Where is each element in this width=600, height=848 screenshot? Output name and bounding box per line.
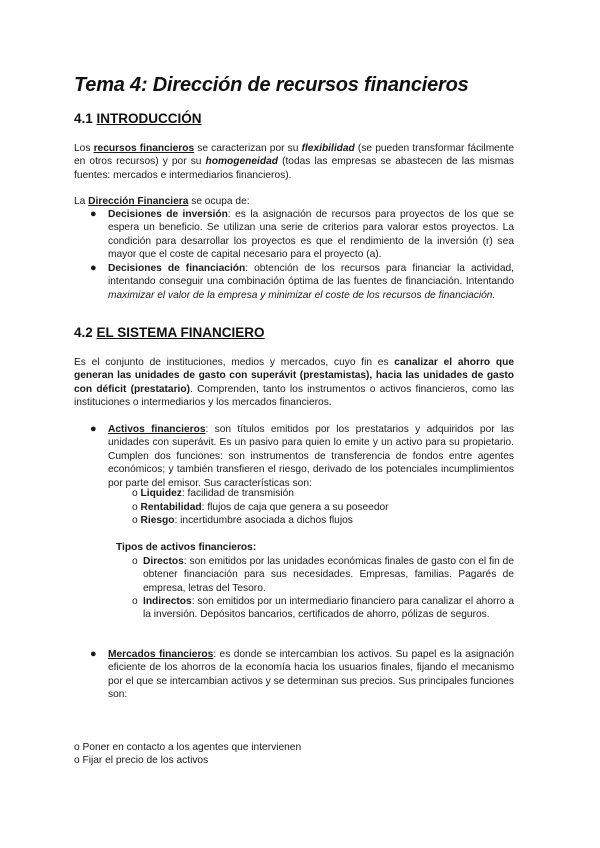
caracteristica-riesgo: o Riesgo: incertidumbre asociada a dichos flujos	[132, 515, 353, 526]
bullet-icon: ●	[90, 208, 97, 220]
sistema-financiero-paragraph: Es el conjunto de instituciones, medios y mercados, cuyo fin es canalizar el ahorro que generan las unidades de gasto con superávit (prestamistas), hacia las unidades de gasto con déficit (prestatario). Comprenden, tanto los instrumentos o activos financieros, como las instituciones o intermediarios y los mercados financieros.	[74, 357, 515, 409]
page-title: Tema 4: Dirección de recursos financieros	[74, 74, 469, 96]
sub-bullet-icon: o	[132, 556, 138, 567]
sub-bullet-icon: o	[132, 596, 138, 607]
tipos-activos-heading: Tipos de activos financieros:	[116, 542, 257, 553]
direccion-financiera-paragraph: La Dirección Financiera se ocupa de:	[74, 196, 250, 207]
bullet-mercados-financieros: Mercados financieros: es donde se intercambian los activos. Su papel es la asignación eficiente de los ahorros de la economía hacia los usuarios finales, fijando el mecanismo por el que se intercambian activos y se determinan sus precios. Sus principales funciones son:	[108, 649, 514, 701]
bullet-activos-financieros: Activos financieros: son títulos emitidos por los prestatarios y adquiridos por las unidades con superávit. Es un pasivo para quien lo emite y un activo para su propietario. Cumplen dos funciones: son instrumentos de transferencia de fondos entre agentes económicos; y también transfieren el riesgo, derivado de los potenciales incumplimientos por parte del emisor. Sus características son:	[108, 424, 514, 489]
caracteristica-rentabilidad: o Rentabilidad: flujos de caja que genera a su poseedor	[132, 502, 389, 513]
funcion-fijar-precio: o Fijar el precio de los activos	[74, 755, 209, 766]
funcion-poner-en-contacto: o Poner en contacto a los agentes que intervienen	[74, 742, 302, 753]
bullet-decisiones-inversion: Decisiones de inversión: es la asignación de recursos para proyectos de los que se espera un beneficio. Se utilizan una serie de criterios para valorar estos proyectos. La condición para desarrollar los proyectos es que el rendimiento de la inversión (r) sea mayor que el coste de capital necesario para el proyecto (a).	[108, 209, 514, 261]
section-heading-introduccion: 4.1 INTRODUCCIÓN	[74, 111, 202, 126]
bullet-icon: ●	[90, 262, 97, 274]
bullet-icon: ●	[90, 423, 97, 435]
bullet-decisiones-financiacion: Decisiones de financiación: obtención de los recursos para financiar la actividad, intentando conseguir una combinación óptima de las fuentes de financiación. Intentando maximizar el valor de la empresa y minimizar el coste de los recursos de financiación.	[108, 263, 514, 301]
bullet-icon: ●	[90, 648, 97, 660]
intro-paragraph: Los recursos financieros se caracterizan por su flexibilidad (se pueden transformar fácilmente en otros recursos) y por su homogeneidad (todas las empresas se abastecen de las mismas fuentes: mercados e intermediarios financieros).	[74, 143, 515, 181]
section-heading-sistema-financiero: 4.2 EL SISTEMA FINANCIERO	[74, 325, 265, 340]
tipo-indirectos: Indirectos: son emitidos por un intermediario financiero para canalizar el ahorro a la inversión. Depósitos bancarios, certificados de ahorro, pólizas de seguros.	[143, 596, 514, 621]
tipo-directos: Directos: son emitidos por las unidades económicas finales de gasto con el fin de obtener financiación para sus necesidades. Empresas, familias. Pagarés de empresa, letras del Tesoro.	[143, 556, 514, 594]
caracteristica-liquidez: o Liquidez: facilidad de transmisión	[132, 488, 294, 499]
